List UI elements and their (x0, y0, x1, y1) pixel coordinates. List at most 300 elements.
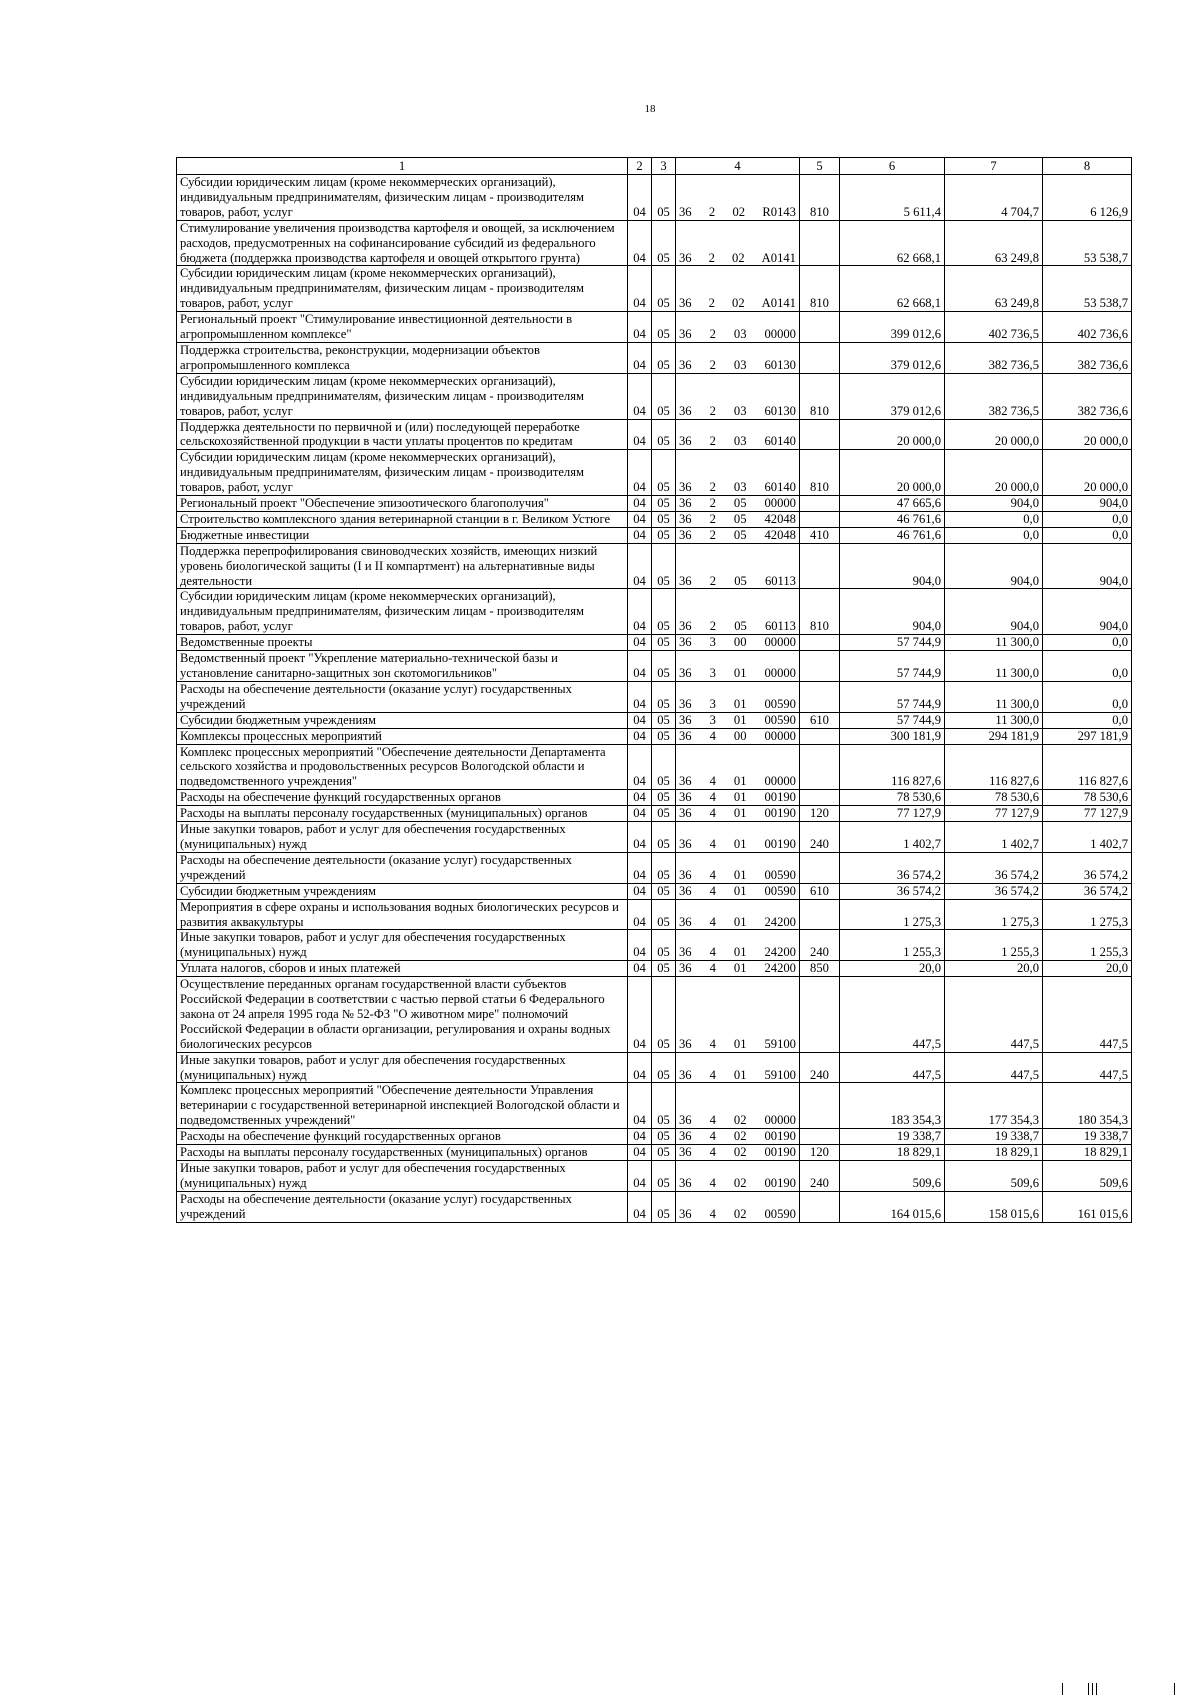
target-article-part: 4 (709, 945, 716, 960)
amount-col-7: 0,0 (945, 511, 1043, 527)
target-article-part: 3 (709, 696, 716, 711)
row-name: Бюджетные инвестиции (177, 527, 628, 543)
amount-col-7: 447,5 (945, 1052, 1043, 1083)
expense-type-code: 120 (800, 1145, 840, 1161)
amount-col-6: 57 744,9 (840, 681, 945, 712)
section-code: 04 (628, 930, 652, 961)
section-code: 04 (628, 712, 652, 728)
amount-col-8: 904,0 (1043, 543, 1132, 589)
amount-col-7: 177 354,3 (945, 1083, 1043, 1129)
target-article-code (676, 511, 800, 527)
table-row (177, 1129, 1132, 1145)
target-article-code (676, 450, 800, 496)
table-row (177, 1083, 1132, 1129)
target-article-parts (679, 945, 796, 960)
table-row (177, 977, 1132, 1053)
target-article-parts (679, 528, 796, 543)
target-article-part: 2 (709, 573, 717, 588)
target-article-part: 36 (679, 511, 692, 526)
target-article-part: 36 (679, 496, 692, 511)
amount-col-6: 116 827,6 (840, 744, 945, 790)
section-code: 04 (628, 342, 652, 373)
expense-type-code: 810 (800, 589, 840, 635)
amount-col-8: 53 538,7 (1043, 220, 1132, 266)
subsection-code: 05 (652, 373, 676, 419)
target-article-parts (679, 327, 796, 342)
amount-col-6: 447,5 (840, 977, 945, 1053)
target-article-parts (679, 1113, 796, 1128)
section-code: 04 (628, 419, 652, 450)
target-article-part: 02 (733, 1206, 747, 1221)
target-article-part: 36 (679, 945, 692, 960)
subsection-code: 05 (652, 266, 676, 312)
amount-col-6: 47 665,6 (840, 496, 945, 512)
target-article-part: 01 (733, 1036, 747, 1051)
target-article-part: 00000 (764, 327, 796, 342)
table-row (177, 651, 1132, 682)
subsection-code: 05 (652, 1191, 676, 1222)
table-body (177, 175, 1132, 1223)
amount-col-8: 382 736,6 (1043, 342, 1132, 373)
target-article-part: 01 (733, 666, 747, 680)
target-article-part: 4 (709, 806, 716, 821)
target-article-part: 4 (709, 961, 716, 976)
target-article-parts (679, 480, 796, 495)
target-article-part: 03 (733, 327, 747, 342)
target-article-part: 01 (733, 696, 747, 711)
section-code: 04 (628, 883, 652, 899)
row-name: Строительство комплексного здания ветеринарной станции в г. Великом Устюге (177, 511, 628, 527)
amount-col-6: 904,0 (840, 589, 945, 635)
target-article-part: 00190 (764, 790, 796, 805)
expense-type-code (800, 728, 840, 744)
target-article-part: 2 (708, 204, 716, 219)
subsection-code: 05 (652, 961, 676, 977)
target-article-part: 60130 (764, 357, 796, 372)
table-row (177, 373, 1132, 419)
target-article-part: 42048 (764, 527, 796, 542)
expense-type-code (800, 496, 840, 512)
target-article-part: 03 (733, 434, 747, 449)
header-cell-6: 6 (840, 158, 945, 175)
table-row (177, 790, 1132, 806)
section-code: 04 (628, 790, 652, 806)
target-article-part: 01 (733, 712, 747, 727)
row-name: Региональный проект "Обеспечение эпизоотического благополучия" (177, 496, 628, 512)
target-article-code (676, 266, 800, 312)
target-article-part: 2 (709, 434, 716, 449)
expense-type-code: 240 (800, 1161, 840, 1192)
amount-col-7: 904,0 (945, 543, 1043, 589)
amount-col-7: 19 338,7 (945, 1129, 1043, 1145)
amount-col-6: 36 574,2 (840, 852, 945, 883)
target-article-code (676, 1161, 800, 1192)
target-article-part: 36 (679, 357, 692, 372)
amount-col-7: 158 015,6 (945, 1191, 1043, 1222)
header-cell-1: 1 (177, 158, 628, 175)
target-article-parts (679, 619, 796, 634)
amount-col-6: 183 354,3 (840, 1083, 945, 1129)
target-article-parts (679, 729, 796, 744)
amount-col-8: 1 275,3 (1043, 899, 1132, 930)
header-cell-7: 7 (945, 158, 1043, 175)
subsection-code: 05 (652, 681, 676, 712)
target-article-part: 36 (679, 696, 692, 711)
section-code: 04 (628, 822, 652, 853)
amount-col-6: 1 255,3 (840, 930, 945, 961)
amount-col-8: 116 827,6 (1043, 744, 1132, 790)
target-article-parts (679, 434, 796, 449)
section-code: 04 (628, 899, 652, 930)
target-article-part: 3 (709, 712, 716, 727)
amount-col-7: 63 249,8 (945, 220, 1043, 266)
target-article-code (676, 589, 800, 635)
table-row (177, 511, 1132, 527)
expense-type-code (800, 852, 840, 883)
amount-col-7: 78 530,6 (945, 790, 1043, 806)
target-article-code (676, 1191, 800, 1222)
target-article-part: 36 (679, 619, 692, 634)
expense-type-code (800, 977, 840, 1053)
expense-type-code (800, 1083, 840, 1129)
target-article-part: 00590 (764, 867, 796, 882)
section-code: 04 (628, 527, 652, 543)
target-article-part: 02 (733, 1145, 747, 1160)
target-article-part: 4 (709, 1206, 716, 1221)
expense-type-code: 610 (800, 883, 840, 899)
subsection-code: 05 (652, 899, 676, 930)
target-article-code (676, 175, 800, 221)
target-article-parts (679, 884, 796, 899)
amount-col-8: 20 000,0 (1043, 450, 1132, 496)
amount-col-7: 1 402,7 (945, 822, 1043, 853)
amount-col-7: 36 574,2 (945, 852, 1043, 883)
amount-col-7: 1 275,3 (945, 899, 1043, 930)
section-code: 04 (628, 635, 652, 651)
target-article-part: 2 (709, 619, 717, 634)
amount-col-6: 57 744,9 (840, 651, 945, 682)
target-article-part: 00590 (764, 712, 796, 727)
target-article-code (676, 930, 800, 961)
amount-col-6: 62 668,1 (840, 220, 945, 266)
target-article-part: A0141 (761, 296, 796, 311)
amount-col-6: 57 744,9 (840, 712, 945, 728)
amount-col-7: 18 829,1 (945, 1145, 1043, 1161)
target-article-part: 36 (679, 728, 692, 743)
target-article-part: 02 (732, 204, 746, 219)
header-row (177, 158, 1132, 175)
expense-type-code (800, 312, 840, 343)
target-article-part: 01 (733, 867, 747, 882)
expense-type-code (800, 342, 840, 373)
subsection-code: 05 (652, 312, 676, 343)
target-article-part: 36 (679, 774, 692, 789)
target-article-part: 36 (679, 961, 692, 976)
target-article-part: 36 (679, 883, 692, 898)
amount-col-8: 36 574,2 (1043, 852, 1132, 883)
subsection-code: 05 (652, 496, 676, 512)
subsection-code: 05 (652, 175, 676, 221)
section-code: 04 (628, 852, 652, 883)
subsection-code: 05 (652, 852, 676, 883)
amount-col-8: 161 015,6 (1043, 1191, 1132, 1222)
target-article-part: 36 (679, 666, 692, 680)
target-article-part: 60140 (764, 434, 796, 449)
target-article-part: 24200 (764, 914, 796, 929)
subsection-code: 05 (652, 728, 676, 744)
target-article-part: 36 (679, 1175, 692, 1190)
table-row (177, 961, 1132, 977)
target-article-part: 36 (679, 403, 692, 418)
expense-type-code (800, 220, 840, 266)
target-article-part: 60130 (764, 403, 796, 418)
amount-col-7: 1 255,3 (945, 930, 1043, 961)
amount-col-6: 164 015,6 (840, 1191, 945, 1222)
target-article-code (676, 744, 800, 790)
target-article-part: 00190 (764, 1129, 796, 1144)
target-article-parts (679, 713, 796, 728)
section-code: 04 (628, 1191, 652, 1222)
target-article-code (676, 342, 800, 373)
target-article-parts (679, 404, 796, 419)
amount-col-8: 509,6 (1043, 1161, 1132, 1192)
amount-col-6: 20,0 (840, 961, 945, 977)
row-name: Комплексы процессных мероприятий (177, 728, 628, 744)
row-name: Субсидии юридическим лицам (кроме некоммерческих организаций), индивидуальным предпринимателям, физическим лицам - производителям товаров, работ, услуг (177, 589, 628, 635)
target-article-part: 36 (679, 434, 692, 449)
amount-col-7: 36 574,2 (945, 883, 1043, 899)
row-name: Мероприятия в сфере охраны и использования водных биологических ресурсов и развития аквакультуры (177, 899, 628, 930)
amount-col-6: 18 829,1 (840, 1145, 945, 1161)
amount-col-7: 20 000,0 (945, 450, 1043, 496)
row-name: Субсидии юридическим лицам (кроме некоммерческих организаций), индивидуальным предпринимателям, физическим лицам - производителям товаров, работ, услуг (177, 175, 628, 221)
row-name: Расходы на обеспечение деятельности (оказание услуг) государственных учреждений (177, 681, 628, 712)
target-article-part: 24200 (764, 945, 796, 960)
table-row (177, 852, 1132, 883)
target-article-part: 01 (733, 790, 747, 805)
row-name: Региональный проект "Стимулирование инвестиционной деятельности в агропромышленном комплексе" (177, 312, 628, 343)
target-article-part: 4 (709, 883, 716, 898)
target-article-code (676, 822, 800, 853)
target-article-code (676, 373, 800, 419)
amount-col-7: 63 249,8 (945, 266, 1043, 312)
expense-type-code: 410 (800, 527, 840, 543)
target-article-part: 2 (709, 357, 716, 372)
amount-col-8: 20 000,0 (1043, 419, 1132, 450)
table-row (177, 543, 1132, 589)
target-article-part: 4 (709, 1145, 716, 1160)
row-name: Субсидии юридическим лицам (кроме некоммерческих организаций), индивидуальным предпринимателям, физическим лицам - производителям товаров, работ, услуг (177, 373, 628, 419)
target-article-parts (679, 358, 796, 373)
target-article-code (676, 806, 800, 822)
row-name: Иные закупки товаров, работ и услуг для обеспечения государственных (муниципальных) нужд (177, 930, 628, 961)
subsection-code: 05 (652, 342, 676, 373)
section-code: 04 (628, 220, 652, 266)
subsection-code: 05 (652, 543, 676, 589)
amount-col-6: 77 127,9 (840, 806, 945, 822)
table-row (177, 728, 1132, 744)
target-article-part: 36 (679, 1113, 692, 1128)
amount-col-6: 78 530,6 (840, 790, 945, 806)
amount-col-7: 382 736,5 (945, 373, 1043, 419)
amount-col-7: 382 736,5 (945, 342, 1043, 373)
section-code: 04 (628, 681, 652, 712)
target-article-part: 4 (709, 1067, 716, 1082)
amount-col-6: 19 338,7 (840, 1129, 945, 1145)
section-code: 04 (628, 744, 652, 790)
target-article-part: 36 (679, 1036, 692, 1051)
amount-col-8: 382 736,6 (1043, 373, 1132, 419)
target-article-part: 01 (733, 914, 747, 929)
target-article-code (676, 1083, 800, 1129)
subsection-code: 05 (652, 450, 676, 496)
amount-col-8: 36 574,2 (1043, 883, 1132, 899)
subsection-code: 05 (652, 527, 676, 543)
amount-col-6: 399 012,6 (840, 312, 945, 343)
target-article-code (676, 790, 800, 806)
expense-type-code (800, 1129, 840, 1145)
target-article-code (676, 635, 800, 651)
target-article-code (676, 651, 800, 682)
amount-col-7: 11 300,0 (945, 712, 1043, 728)
table-row (177, 496, 1132, 512)
target-article-parts (679, 774, 796, 789)
subsection-code: 05 (652, 419, 676, 450)
target-article-part: 4 (709, 774, 716, 789)
subsection-code: 05 (652, 1145, 676, 1161)
subsection-code: 05 (652, 1161, 676, 1192)
target-article-part: 36 (679, 1067, 692, 1082)
target-article-parts (679, 1037, 796, 1052)
row-name: Уплата налогов, сборов и иных платежей (177, 961, 628, 977)
target-article-code (676, 961, 800, 977)
amount-col-8: 0,0 (1043, 681, 1132, 712)
row-name: Поддержка строительства, реконструкции, модернизации объектов агропромышленного комплекса (177, 342, 628, 373)
table-row (177, 899, 1132, 930)
expense-type-code (800, 419, 840, 450)
target-article-code (676, 681, 800, 712)
target-article-part: 36 (679, 790, 692, 805)
amount-col-6: 5 611,4 (840, 175, 945, 221)
subsection-code: 05 (652, 883, 676, 899)
amount-col-6: 447,5 (840, 1052, 945, 1083)
target-article-part: 24200 (764, 961, 796, 976)
subsection-code: 05 (652, 822, 676, 853)
expense-type-code (800, 543, 840, 589)
expense-type-code (800, 511, 840, 527)
table-row (177, 681, 1132, 712)
target-article-code (676, 728, 800, 744)
target-article-part: 02 (733, 1113, 747, 1128)
header-cell-8: 8 (1043, 158, 1132, 175)
amount-col-8: 0,0 (1043, 511, 1132, 527)
target-article-code (676, 312, 800, 343)
amount-col-8: 297 181,9 (1043, 728, 1132, 744)
amount-col-6: 1 275,3 (840, 899, 945, 930)
section-code: 04 (628, 450, 652, 496)
amount-col-6: 57 744,9 (840, 635, 945, 651)
target-article-part: 2 (708, 296, 715, 311)
amount-col-6: 20 000,0 (840, 419, 945, 450)
target-article-parts (679, 806, 796, 821)
target-article-part: 4 (709, 836, 716, 851)
subsection-code: 05 (652, 744, 676, 790)
row-name: Субсидии бюджетным учреждениям (177, 712, 628, 728)
target-article-parts (679, 574, 796, 589)
target-article-part: 59100 (764, 1036, 796, 1051)
table-row (177, 930, 1132, 961)
amount-col-7: 904,0 (945, 589, 1043, 635)
row-name: Стимулирование увеличения производства картофеля и овощей, за исключением расходов, предусмотренных на софинансирование субсидий из федерального бюджета (поддержка производства картофеля и овощей открытого грунта) (177, 220, 628, 266)
target-article-parts (679, 837, 796, 852)
amount-col-7: 11 300,0 (945, 681, 1043, 712)
subsection-code: 05 (652, 930, 676, 961)
target-article-parts (679, 790, 796, 805)
target-article-code (676, 899, 800, 930)
expense-type-code (800, 635, 840, 651)
row-name: Иные закупки товаров, работ и услуг для обеспечения государственных (муниципальных) нужд (177, 1052, 628, 1083)
target-article-part: 05 (733, 511, 747, 526)
target-article-part: 00 (733, 728, 747, 743)
target-article-part: 36 (679, 1129, 692, 1144)
target-article-parts (679, 296, 796, 311)
target-article-part: 36 (679, 806, 692, 821)
table-row (177, 450, 1132, 496)
row-name: Комплекс процессных мероприятий "Обеспечение деятельности Департамента сельского хозяйства и продовольственных ресурсов Вологодской области и подведомственного учреждения" (177, 744, 628, 790)
expense-type-code: 240 (800, 1052, 840, 1083)
subsection-code: 05 (652, 1083, 676, 1129)
section-code: 04 (628, 1129, 652, 1145)
section-code: 04 (628, 312, 652, 343)
table-row (177, 1052, 1132, 1083)
header-cell-4: 4 (676, 158, 800, 175)
target-article-code (676, 1129, 800, 1145)
target-article-part: 00590 (764, 883, 796, 898)
amount-col-6: 904,0 (840, 543, 945, 589)
target-article-parts (679, 251, 796, 266)
row-name: Расходы на обеспечение функций государственных органов (177, 1129, 628, 1145)
subsection-code: 05 (652, 1052, 676, 1083)
target-article-part: 03 (733, 480, 747, 495)
row-name: Субсидии юридическим лицам (кроме некоммерческих организаций), индивидуальным предпринимателям, физическим лицам - производителям товаров, работ, услуг (177, 266, 628, 312)
amount-col-7: 402 736,5 (945, 312, 1043, 343)
row-name: Расходы на обеспечение деятельности (оказание услуг) государственных учреждений (177, 852, 628, 883)
target-article-part: 4 (709, 790, 716, 805)
target-article-part: 36 (679, 635, 692, 650)
target-article-part: 02 (732, 250, 745, 265)
target-article-parts (679, 697, 796, 712)
target-article-part: 36 (679, 914, 692, 929)
table-row (177, 527, 1132, 543)
target-article-part: 2 (709, 480, 716, 495)
target-article-part: 00000 (764, 728, 796, 743)
amount-col-6: 20 000,0 (840, 450, 945, 496)
target-article-part: 01 (733, 945, 747, 960)
target-article-part: 02 (732, 296, 745, 311)
subsection-code: 05 (652, 651, 676, 682)
target-article-part: 00190 (764, 1175, 796, 1190)
target-article-part: 36 (679, 527, 692, 542)
row-name: Субсидии бюджетным учреждениям (177, 883, 628, 899)
subsection-code: 05 (652, 712, 676, 728)
header-cell-5: 5 (800, 158, 840, 175)
amount-col-6: 379 012,6 (840, 373, 945, 419)
amount-col-8: 6 126,9 (1043, 175, 1132, 221)
target-article-part: 60113 (764, 573, 796, 588)
table-row (177, 883, 1132, 899)
row-name: Поддержка деятельности по первичной и (или) последующей переработке сельскохозяйственной продукции в части уплаты процентов по кредитам (177, 419, 628, 450)
target-article-part: 2 (709, 403, 716, 418)
